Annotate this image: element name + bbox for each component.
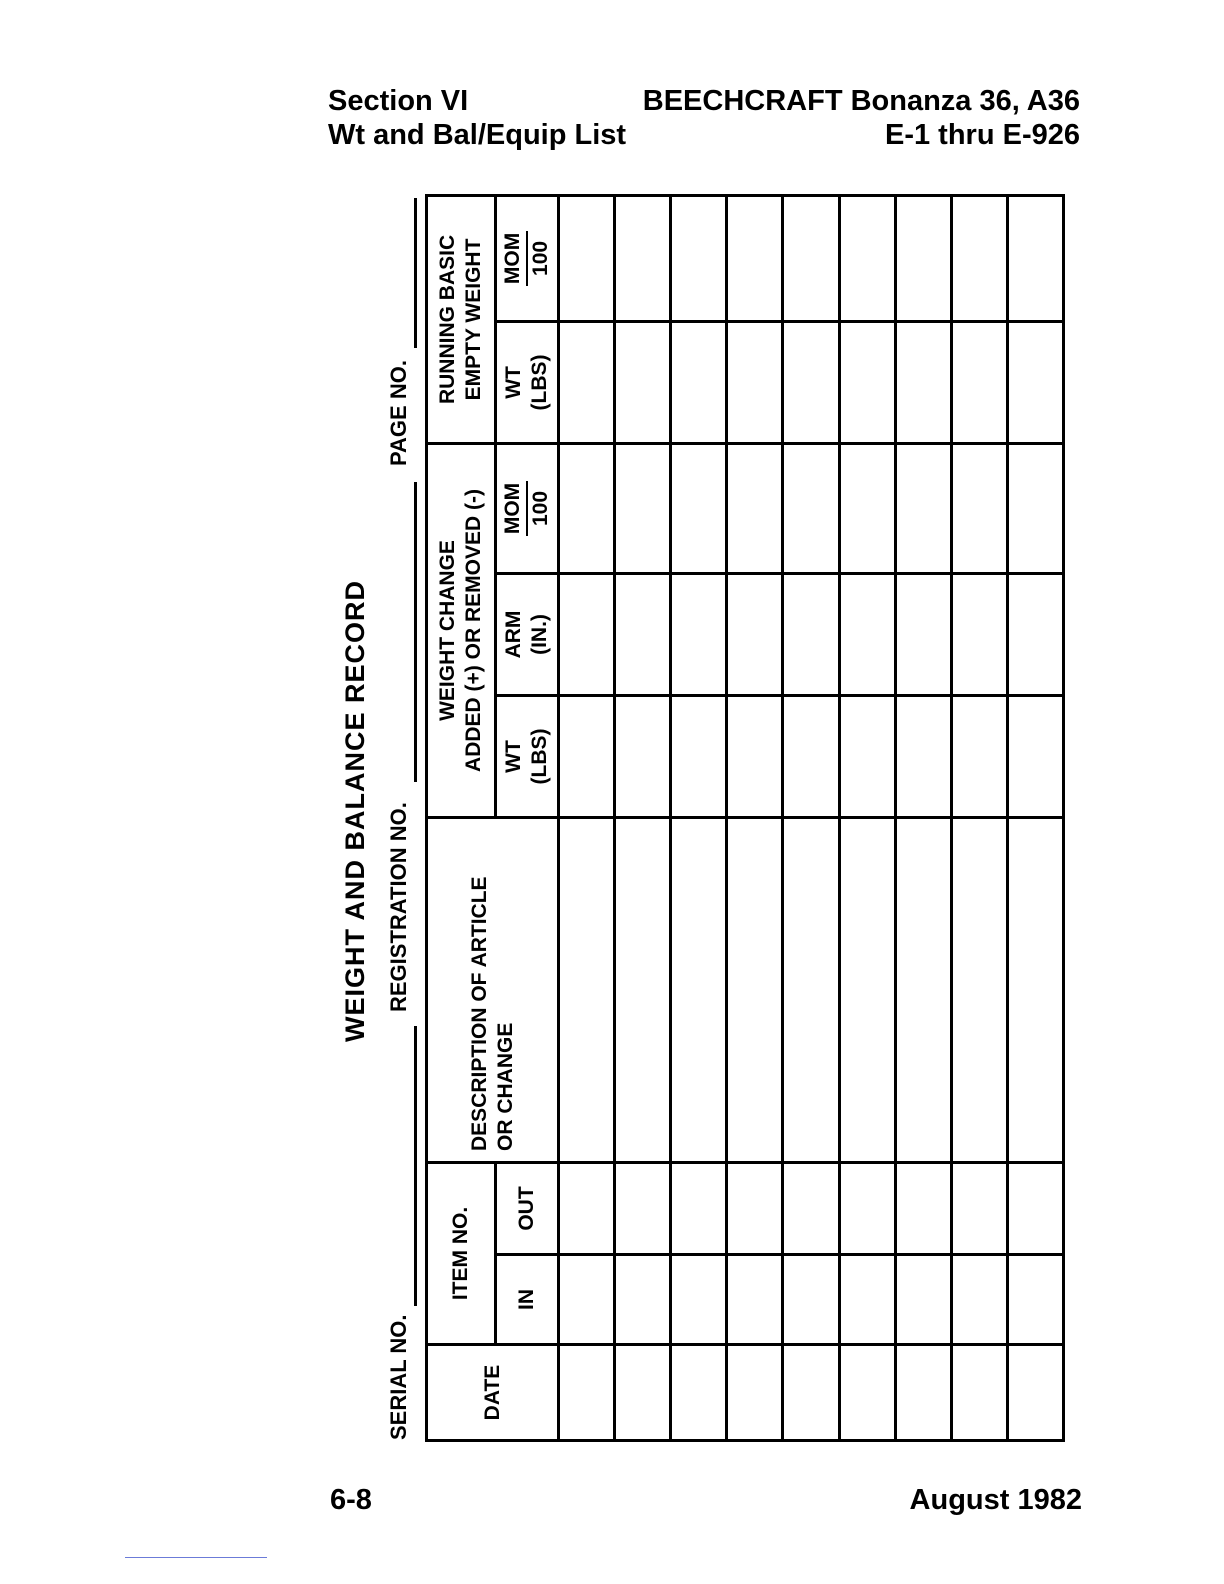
change-mom-cell[interactable] [727,443,783,573]
running-wt-cell[interactable] [951,321,1007,443]
date-cell[interactable] [895,1345,951,1441]
change-mom-cell[interactable] [951,443,1007,573]
running-wt-cell[interactable] [895,321,951,443]
description-header-line2: OR CHANGE [493,1022,517,1151]
table-row [1007,195,1063,1440]
item-out-header: OUT [496,1163,559,1255]
registration-no-field[interactable] [414,482,417,782]
change-wt-unit: (LBS) [528,728,551,785]
date-cell[interactable] [615,1345,671,1441]
item-out-cell[interactable] [839,1163,895,1255]
date-cell[interactable] [1007,1345,1063,1441]
change-mom-cell[interactable] [671,443,727,573]
item-out-cell[interactable] [783,1163,839,1255]
change-arm-cell[interactable] [1007,574,1063,696]
item-in-cell[interactable] [839,1255,895,1345]
page-number: 6-8 [330,1484,372,1516]
page-no-field[interactable] [414,198,417,348]
change-wt-cell[interactable] [727,696,783,818]
weight-change-header-line1: WEIGHT CHANGE [436,540,459,721]
change-wt-cell[interactable] [1007,696,1063,818]
running-mom-cell[interactable] [951,195,1007,321]
item-in-cell[interactable] [951,1255,1007,1345]
change-mom-cell[interactable] [615,443,671,573]
running-mom-fraction [500,231,554,286]
date-cell[interactable] [671,1345,727,1441]
table-row [895,195,951,1440]
publication-date: August 1982 [909,1484,1082,1516]
change-arm-cell[interactable] [895,574,951,696]
table-row [671,195,727,1440]
running-mom-divisor: 100 [529,240,552,276]
running-mom-cell[interactable] [727,195,783,321]
change-arm-cell[interactable] [727,574,783,696]
table-row [615,195,671,1440]
running-mom-label: MOM [500,231,528,286]
change-wt-header [496,696,559,818]
weight-balance-table [425,194,1065,1442]
item-out-cell[interactable] [671,1163,727,1255]
item-in-cell[interactable] [559,1255,615,1345]
running-mom-cell[interactable] [559,195,615,321]
running-mom-cell[interactable] [1007,195,1063,321]
description-cell[interactable] [727,818,783,1163]
change-mom-cell[interactable] [839,443,895,573]
description-cell[interactable] [671,818,727,1163]
running-wt-cell[interactable] [559,321,615,443]
table-row [951,195,1007,1440]
description-cell[interactable] [951,818,1007,1163]
running-mom-cell[interactable] [895,195,951,321]
change-arm-label: ARM [502,610,525,659]
date-cell[interactable] [727,1345,783,1441]
running-header-line1: RUNNING BASIC [436,234,459,405]
change-wt-cell[interactable] [671,696,727,818]
date-cell[interactable] [559,1345,615,1441]
change-mom-fraction [500,481,554,536]
change-mom-divisor: 100 [529,490,552,527]
item-out-cell[interactable] [559,1163,615,1255]
form-meta-row [386,180,422,1442]
form-title: WEIGHT AND BALANCE RECORD [340,580,370,1042]
change-arm-cell[interactable] [559,574,615,696]
item-out-cell[interactable] [1007,1163,1063,1255]
item-in-cell[interactable] [1007,1255,1063,1345]
change-mom-cell[interactable] [1007,443,1063,573]
running-wt-cell[interactable] [1007,321,1063,443]
change-arm-cell[interactable] [671,574,727,696]
change-mom-header [496,443,559,573]
change-arm-cell[interactable] [951,574,1007,696]
item-in-header: IN [496,1255,559,1345]
section-label: Section VI [328,85,469,117]
date-cell[interactable] [951,1345,1007,1441]
section-subtitle: Wt and Bal/Equip List [328,119,627,151]
change-arm-cell[interactable] [839,574,895,696]
description-header [427,818,559,1163]
change-arm-cell[interactable] [783,574,839,696]
change-wt-cell[interactable] [783,696,839,818]
table-row [559,195,615,1440]
change-wt-label: WT [502,740,525,773]
running-wt-header [496,321,559,443]
page-no-label: PAGE NO. [386,360,411,466]
item-no-header: ITEM NO. [427,1163,496,1345]
change-mom-cell[interactable] [783,443,839,573]
change-wt-cell[interactable] [559,696,615,818]
change-mom-label: MOM [500,481,528,536]
date-cell[interactable] [783,1345,839,1441]
change-mom-cell[interactable] [559,443,615,573]
description-cell[interactable] [839,818,895,1163]
serial-no-label: SERIAL NO. [386,1314,411,1440]
change-wt-cell[interactable] [615,696,671,818]
running-mom-cell[interactable] [671,195,727,321]
item-out-cell[interactable] [727,1163,783,1255]
running-mom-cell[interactable] [783,195,839,321]
running-wt-cell[interactable] [615,321,671,443]
serial-range: E-1 thru E-926 [885,119,1080,151]
table-row [783,195,839,1440]
description-cell[interactable] [783,818,839,1163]
item-in-cell[interactable] [895,1255,951,1345]
table-row [839,195,895,1440]
weight-change-header-line2: ADDED (+) OR REMOVED (-) [462,489,485,772]
item-in-cell[interactable] [783,1255,839,1345]
item-out-cell[interactable] [615,1163,671,1255]
item-out-cell[interactable] [951,1163,1007,1255]
description-cell[interactable] [559,818,615,1163]
aircraft-model: BEECHCRAFT Bonanza 36, A36 [642,85,1080,117]
running-wt-cell[interactable] [839,321,895,443]
table-body [559,195,1064,1440]
running-wt-label: WT [502,366,525,399]
running-basic-header [427,195,496,443]
description-cell[interactable] [615,818,671,1163]
weight-balance-record-form [334,180,1074,1442]
serial-no-field[interactable] [414,1026,417,1306]
change-arm-header [496,574,559,696]
running-wt-cell[interactable] [783,321,839,443]
running-wt-unit: (LBS) [528,354,551,411]
date-cell[interactable] [839,1345,895,1441]
change-mom-cell[interactable] [895,443,951,573]
change-arm-cell[interactable] [615,574,671,696]
running-wt-cell[interactable] [727,321,783,443]
change-arm-unit: (IN.) [528,614,551,655]
running-mom-cell[interactable] [839,195,895,321]
table-row [727,195,783,1440]
running-wt-cell[interactable] [671,321,727,443]
description-header-line1: DESCRIPTION OF ARTICLE [467,876,491,1151]
description-cell[interactable] [1007,818,1063,1163]
item-in-cell[interactable] [727,1255,783,1345]
change-wt-cell[interactable] [895,696,951,818]
weight-change-header [427,443,496,817]
stray-mark [125,1557,267,1558]
registration-no-label: REGISTRATION NO. [386,802,411,1012]
change-wt-cell[interactable] [951,696,1007,818]
item-in-cell[interactable] [615,1255,671,1345]
item-in-cell[interactable] [671,1255,727,1345]
running-mom-cell[interactable] [615,195,671,321]
date-header: DATE [427,1345,559,1441]
running-mom-header [496,195,559,321]
item-out-cell[interactable] [895,1163,951,1255]
description-cell[interactable] [895,818,951,1163]
change-wt-cell[interactable] [839,696,895,818]
running-header-line2: EMPTY WEIGHT [462,238,485,401]
